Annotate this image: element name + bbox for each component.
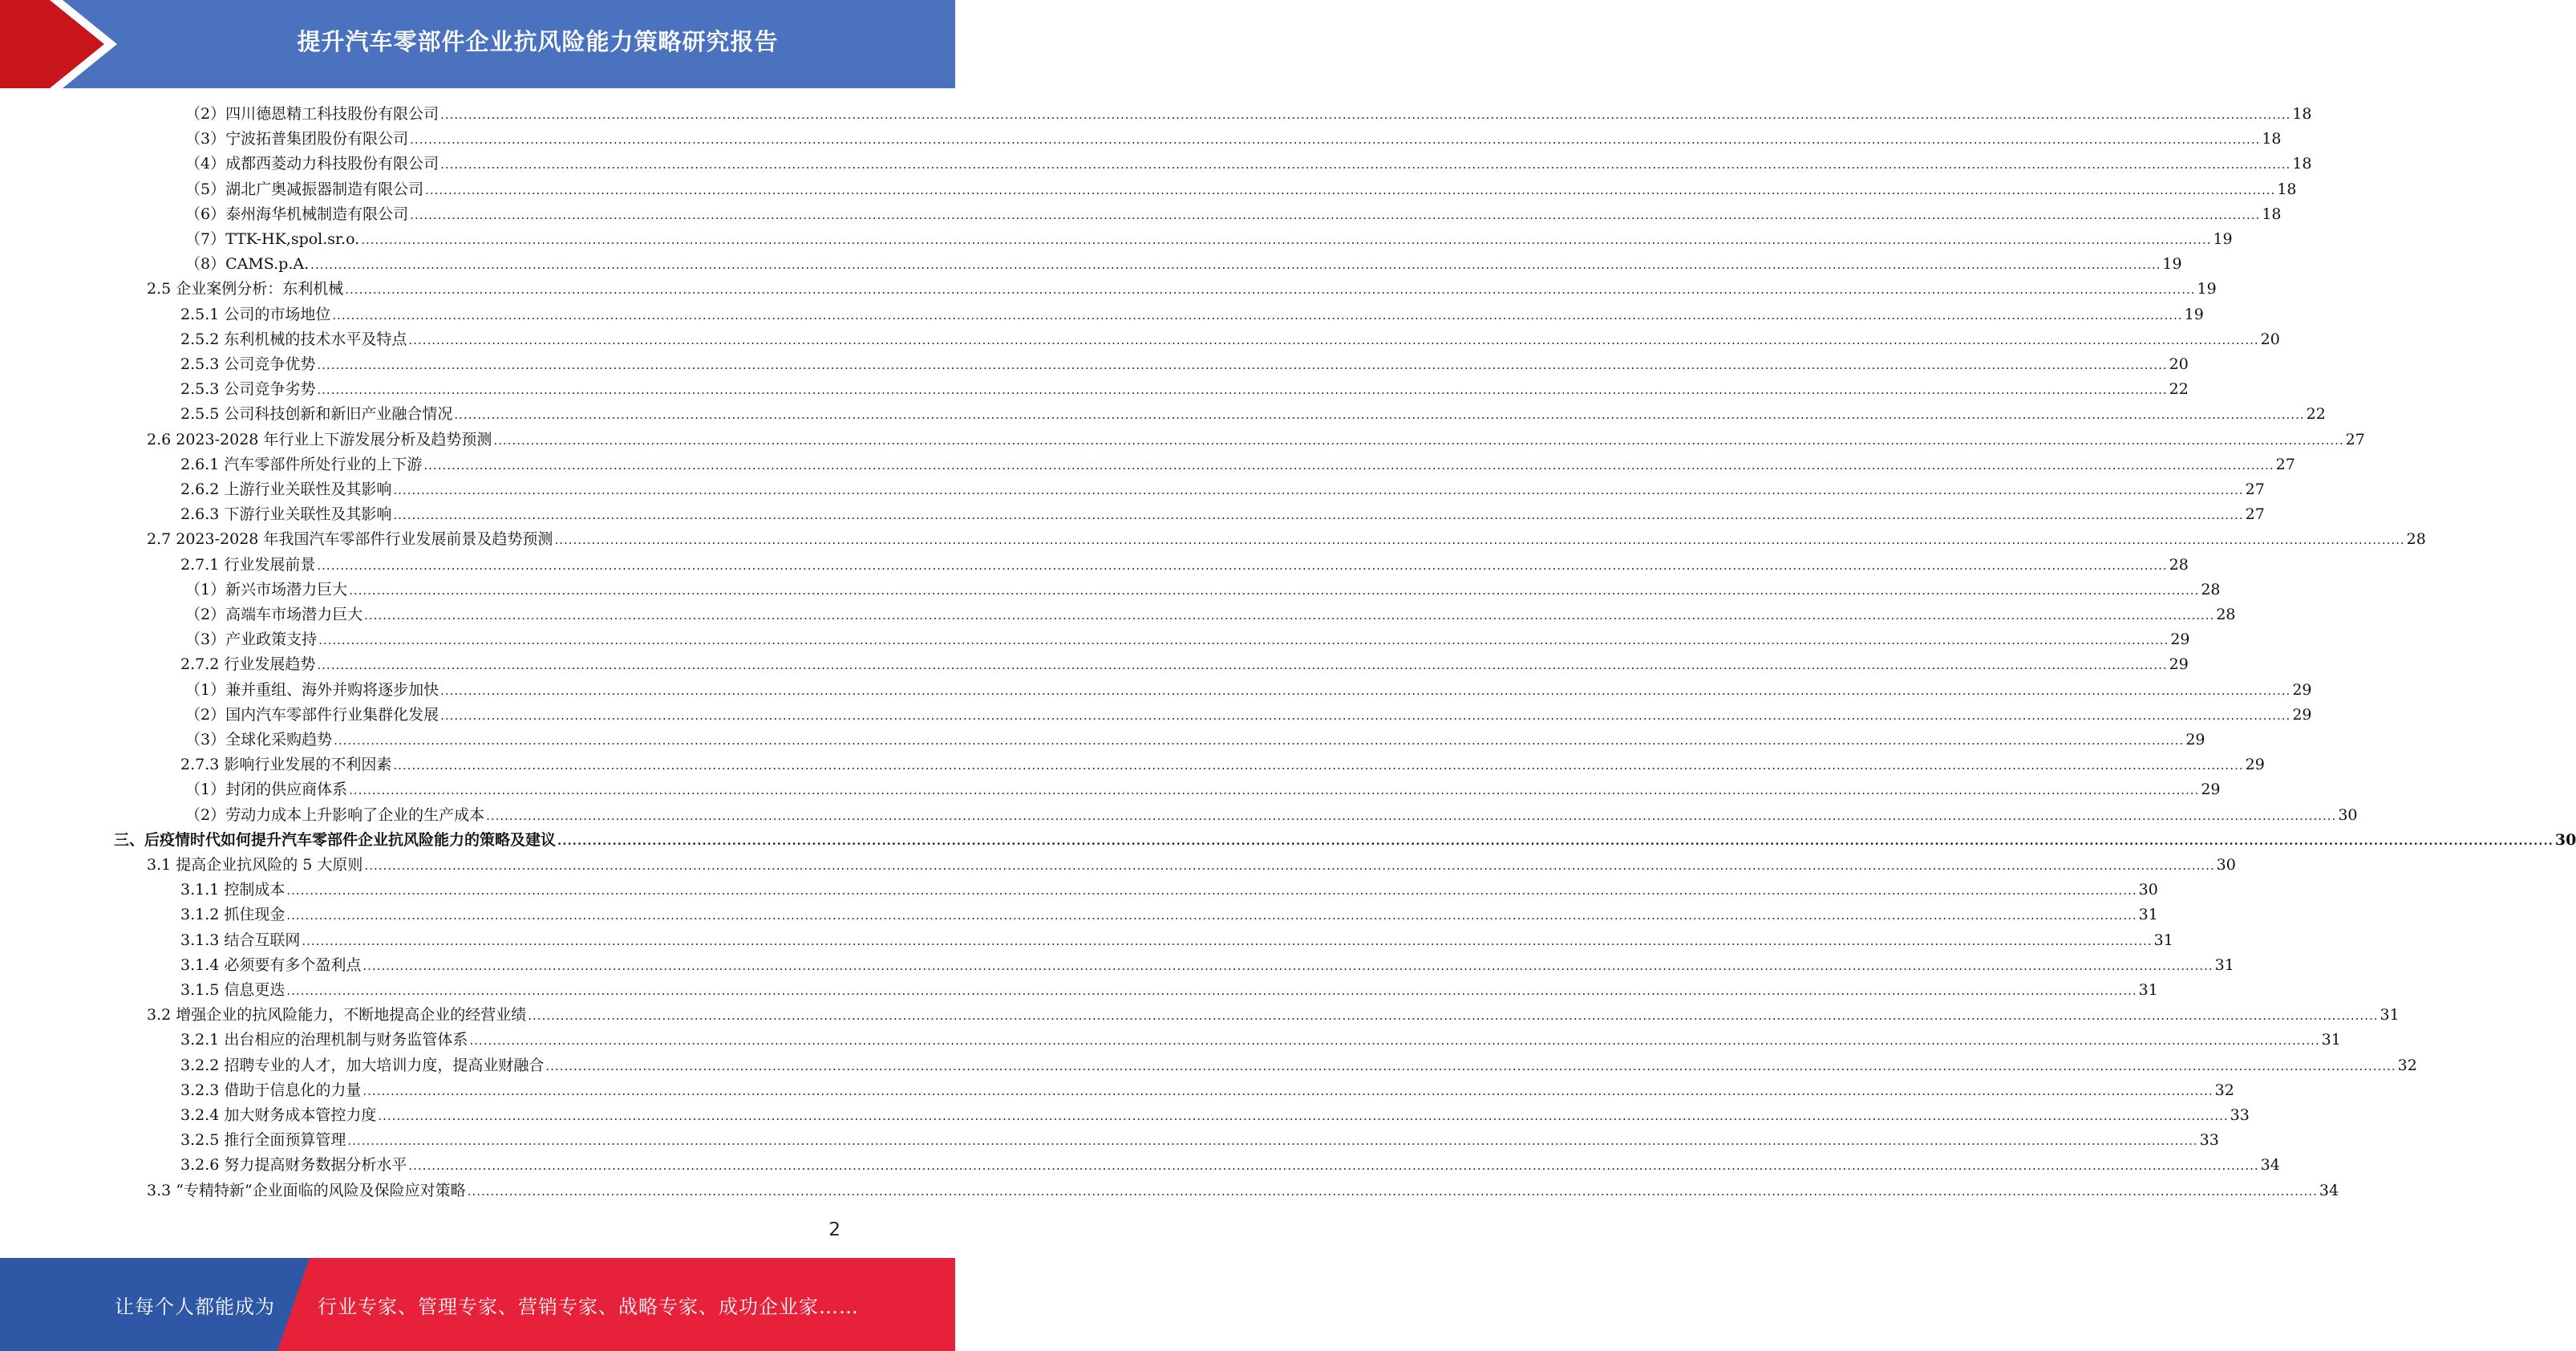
toc-entry[interactable] (180, 703, 2312, 728)
toc-entry-page: 31 (2138, 906, 2158, 924)
toc-entry[interactable] (180, 627, 2190, 652)
toc-entry[interactable] (180, 678, 2312, 703)
toc-entry-page: 31 (2380, 1006, 2400, 1024)
toc-entry-label: 3.2.2 招聘专业的人才，加大培训力度，提高业财融合 (180, 1056, 545, 1074)
toc-entry-label: 2.6.3 下游行业关联性及其影响 (180, 505, 392, 524)
toc-leader-dots: ................................................................................................................................................................................................................................................................................................................................................................................................................ (318, 633, 2169, 648)
toc-entry-page: 20 (2260, 330, 2280, 348)
toc-entry[interactable] (180, 127, 2282, 152)
toc-entry-page: 29 (2170, 631, 2190, 649)
toc-entry-label: （2）劳动力成本上升影响了企业的生产成本 (185, 805, 485, 824)
toc-entry-page: 30 (2216, 856, 2236, 874)
toc-entry-page: 34 (2319, 1181, 2339, 1199)
toc-entry-label: （1）新兴市场潜力巨大 (185, 580, 348, 598)
toc-entry[interactable] (180, 978, 2158, 1003)
toc-entry-label: （5）湖北广奥减振器制造有限公司 (185, 180, 424, 198)
toc-leader-dots: ................................................................................................................................................................................................................................................................................................................................................................................................................ (349, 783, 2200, 798)
toc-entry[interactable] (180, 1103, 2250, 1128)
toc-entry[interactable] (180, 102, 2312, 127)
page-number: 2 (828, 1219, 840, 1240)
toc-entry[interactable] (180, 302, 2204, 327)
toc-entry-page: 27 (2275, 455, 2295, 473)
toc-entry[interactable] (180, 1153, 2280, 1178)
toc-entry-label: （1）兼并重组、海外并购将逐步加快 (185, 680, 439, 699)
toc-entry-label: 3.2.3 借助于信息化的力量 (180, 1081, 362, 1099)
toc-leader-dots: ................................................................................................................................................................................................................................................................................................................................................................................................................ (440, 683, 2291, 698)
toc-entry[interactable] (180, 728, 2205, 753)
toc-leader-dots: ................................................................................................................................................................................................................................................................................................................................................................................................................ (440, 108, 2291, 122)
toc-entry-label: 2.5.5 公司科技创新和新旧产业融合情况 (180, 405, 453, 424)
toc-entry-label: 2.6 2023-2028 年行业上下游发展分析及趋势预测 (147, 430, 492, 448)
toc-entry-label: 3.1.5 信息更迭 (180, 981, 286, 999)
toc-leader-dots: ................................................................................................................................................................................................................................................................................................................................................................................................................ (493, 432, 2344, 448)
toc-entry-page: 28 (2201, 580, 2221, 598)
toc-entry[interactable] (147, 527, 2426, 552)
toc-entry[interactable] (180, 903, 2158, 927)
header-arrow-decoration (0, 0, 120, 88)
toc-entry[interactable] (180, 803, 2358, 828)
toc-leader-dots: ................................................................................................................................................................................................................................................................................................................................................................................................................ (410, 207, 2261, 222)
toc-entry-label: （3）产业政策支持 (185, 631, 318, 649)
toc-entry-label: （2）四川德恩精工科技股份有限公司 (185, 105, 439, 123)
toc-entry-label: 2.7.3 影响行业发展的不利因素 (180, 756, 392, 774)
toc-leader-dots: ................................................................................................................................................................................................................................................................................................................................................................................................................ (408, 332, 2259, 347)
toc-entry-page: 27 (2245, 481, 2265, 498)
toc-entry-label: （3）全球化采购趋势 (185, 731, 333, 749)
toc-entry-label: 2.6.1 汽车零部件所处行业的上下游 (180, 455, 423, 473)
toc-entry-page: 32 (2397, 1056, 2417, 1074)
toc-entry-label: （6）泰州海华机械制造有限公司 (185, 205, 409, 223)
toc-leader-dots: ................................................................................................................................................................................................................................................................................................................................................................................................................ (486, 808, 2337, 823)
toc-leader-dots: ................................................................................................................................................................................................................................................................................................................................................................................................................ (425, 182, 2276, 197)
toc-leader-dots: ................................................................................................................................................................................................................................................................................................................................................................................................................ (467, 1183, 2318, 1199)
toc-entry[interactable] (180, 878, 2158, 903)
toc-leader-dots: ................................................................................................................................................................................................................................................................................................................................................................................................................ (310, 258, 2161, 273)
toc-entry-page: 18 (2262, 130, 2282, 148)
toc-entry-label: 2.5.1 公司的市场地位 (180, 305, 331, 323)
toc-leader-dots: ................................................................................................................................................................................................................................................................................................................................................................................................................ (545, 1058, 2396, 1073)
toc-entry[interactable] (180, 352, 2189, 377)
toc-entry-label: （7）TTK-HK,spol.sr.o. (185, 230, 360, 248)
toc-leader-dots: ................................................................................................................................................................................................................................................................................................................................................................................................................ (393, 758, 2244, 773)
toc-leader-dots: ................................................................................................................................................................................................................................................................................................................................................................................................................ (347, 1134, 2198, 1149)
toc-entry[interactable] (147, 428, 2365, 452)
page-footer (0, 1258, 955, 1351)
toc-leader-dots: ................................................................................................................................................................................................................................................................................................................................................................................................................ (364, 608, 2215, 623)
toc-leader-dots: ................................................................................................................................................................................................................................................................................................................................................................................................................ (469, 1033, 2320, 1049)
toc-entry-label: 3.2.5 推行全面预算管理 (180, 1131, 346, 1150)
toc-entry-page: 30 (2338, 805, 2358, 824)
toc-entry-page: 29 (2185, 731, 2205, 749)
toc-entry-label: 三、后疫情时代如何提升汽车零部件企业抗风险能力的策略及建议 (114, 830, 557, 849)
toc-entry[interactable] (180, 553, 2189, 578)
toc-entry-page: 29 (2245, 756, 2265, 774)
toc-entry[interactable] (180, 1053, 2417, 1078)
toc-entry-page: 28 (2216, 606, 2236, 623)
toc-leader-dots: ................................................................................................................................................................................................................................................................................................................................................................................................................ (440, 157, 2291, 172)
toc-entry[interactable] (180, 753, 2265, 777)
toc-entry-label: 3.2.6 努力提高财务数据分析水平 (180, 1156, 407, 1175)
toc-entry-page: 19 (2184, 305, 2204, 323)
toc-entry-label: （2）高端车市场潜力巨大 (185, 606, 363, 623)
toc-leader-dots: ................................................................................................................................................................................................................................................................................................................................................................................................................ (528, 1008, 2379, 1024)
toc-entry-page: 32 (2214, 1081, 2234, 1099)
toc-leader-dots: ................................................................................................................................................................................................................................................................................................................................................................................................................ (317, 383, 2168, 398)
toc-entry-page: 29 (2292, 680, 2312, 699)
toc-entry[interactable] (180, 1078, 2234, 1103)
toc-entry-page: 28 (2406, 530, 2426, 549)
toc-entry-label: （1）封闭的供应商体系 (185, 781, 348, 799)
toc-leader-dots: ................................................................................................................................................................................................................................................................................................................................................................................................................ (408, 1158, 2259, 1174)
toc-entry-label: 2.7.1 行业发展前景 (180, 555, 316, 574)
toc-entry-page: 29 (2292, 705, 2312, 724)
toc-entry[interactable] (114, 828, 2576, 853)
toc-entry-label: 2.5.3 公司竞争优势 (180, 355, 316, 373)
toc-entry[interactable] (180, 652, 2189, 677)
toc-entry-label: 2.7 2023-2028 年我国汽车零部件行业发展前景及趋势预测 (147, 530, 553, 549)
toc-entry-page: 31 (2214, 955, 2234, 974)
toc-entry-label: 3.1 提高企业抗风险的 5 大原则 (147, 856, 363, 874)
toc-entry-label: 3.2.1 出台相应的治理机制与财务监管体系 (180, 1031, 468, 1049)
toc-entry[interactable] (180, 177, 2297, 202)
toc-leader-dots: ................................................................................................................................................................................................................................................................................................................................................................................................................ (317, 658, 2168, 673)
toc-entry-page: 19 (2197, 280, 2217, 298)
toc-entry-label: 3.2 增强企业的抗风险能力，不断地提高企业的经营业绩 (147, 1006, 527, 1024)
toc-entry[interactable] (180, 953, 2234, 978)
footer-slogan-left: 让每个人都能成为 (115, 1295, 275, 1318)
toc-entry[interactable] (180, 327, 2280, 352)
toc-entry-page: 19 (2162, 255, 2182, 274)
toc-entry-page: 18 (2292, 155, 2312, 173)
toc-entry-page: 18 (2262, 205, 2282, 223)
toc-entry-page: 31 (2153, 931, 2173, 949)
toc-leader-dots: ................................................................................................................................................................................................................................................................................................................................................................................................................ (302, 933, 2153, 948)
toc-leader-dots: ................................................................................................................................................................................................................................................................................................................................................................................................................ (317, 558, 2168, 573)
toc-leader-dots: ................................................................................................................................................................................................................................................................................................................................................................................................................ (557, 833, 2554, 848)
toc-leader-dots: ................................................................................................................................................................................................................................................................................................................................................................................................................ (363, 1083, 2213, 1098)
toc-entry-page: 27 (2345, 430, 2365, 448)
toc-entry-label: （4）成都西菱动力科技股份有限公司 (185, 155, 439, 173)
toc-entry-label: 3.2.4 加大财务成本管控力度 (180, 1106, 377, 1124)
toc-leader-dots: ................................................................................................................................................................................................................................................................................................................................................................................................................ (286, 883, 2137, 899)
toc-entry-label: 2.5 企业案例分析：东利机械 (147, 280, 344, 298)
toc-entry-label: 3.1.3 结合互联网 (180, 931, 301, 949)
toc-entry-page: 33 (2230, 1106, 2250, 1124)
toc-entry-page: 18 (2292, 105, 2312, 123)
toc-entry[interactable] (147, 1003, 2400, 1028)
toc-entry-page: 22 (2169, 380, 2189, 399)
toc-entry[interactable] (180, 252, 2182, 277)
toc-entry-label: （8）CAMS.p.A. (185, 255, 310, 274)
toc-leader-dots: ................................................................................................................................................................................................................................................................................................................................................................................................................ (440, 708, 2291, 723)
page-header (0, 0, 955, 88)
toc-entry[interactable] (180, 227, 2233, 252)
toc-entry-page: 31 (2138, 981, 2158, 999)
toc-entry-label: 2.5.2 东利机械的技术水平及特点 (180, 330, 407, 348)
toc-entry[interactable] (180, 1028, 2341, 1053)
footer-slogan-right: 行业专家、管理专家、营销专家、战略专家、成功企业家…… (318, 1295, 859, 1318)
toc-leader-dots: ................................................................................................................................................................................................................................................................................................................................................................................................................ (317, 358, 2168, 372)
toc-leader-dots: ................................................................................................................................................................................................................................................................................................................................................................................................................ (378, 1109, 2229, 1123)
toc-entry-page: 28 (2169, 555, 2189, 574)
toc-entry[interactable] (180, 152, 2312, 176)
toc-leader-dots: ................................................................................................................................................................................................................................................................................................................................................................................................................ (332, 307, 2183, 323)
toc-entry-page: 33 (2199, 1131, 2219, 1150)
toc-entry-label: 2.7.2 行业发展趋势 (180, 655, 316, 674)
toc-entry-page: 22 (2306, 405, 2326, 424)
toc-entry[interactable] (180, 402, 2326, 427)
toc-leader-dots: ................................................................................................................................................................................................................................................................................................................................................................................................................ (454, 408, 2305, 423)
toc-entry[interactable] (180, 602, 2236, 627)
toc-entry-page: 34 (2260, 1156, 2280, 1175)
toc-leader-dots: ................................................................................................................................................................................................................................................................................................................................................................................................................ (334, 733, 2185, 748)
toc-entry[interactable] (180, 928, 2173, 953)
toc-leader-dots: ................................................................................................................................................................................................................................................................................................................................................................................................................ (393, 508, 2244, 523)
toc-entry-page: 30 (2554, 830, 2576, 849)
toc-leader-dots: ................................................................................................................................................................................................................................................................................................................................................................................................................ (286, 908, 2137, 923)
toc-entry-page: 31 (2321, 1031, 2341, 1049)
toc-entry[interactable] (180, 477, 2265, 502)
toc-entry[interactable] (147, 277, 2217, 302)
toc-leader-dots: ................................................................................................................................................................................................................................................................................................................................................................................................................ (410, 132, 2261, 148)
toc-entry-label: 3.1.1 控制成本 (180, 881, 286, 899)
toc-leader-dots: ................................................................................................................................................................................................................................................................................................................................................................................................................ (393, 483, 2244, 497)
toc-entry-page: 20 (2169, 355, 2189, 373)
toc-entry[interactable] (180, 578, 2221, 602)
toc-entry-page: 18 (2277, 180, 2297, 198)
toc-entry[interactable] (180, 777, 2221, 802)
toc-entry-page: 30 (2138, 881, 2158, 899)
toc-leader-dots: ................................................................................................................................................................................................................................................................................................................................................................................................................ (423, 457, 2274, 473)
toc-leader-dots: ................................................................................................................................................................................................................................................................................................................................................................................................................ (364, 858, 2215, 873)
toc-entry[interactable] (180, 502, 2265, 527)
toc-entry-label: 3.1.4 必须要有多个盈利点 (180, 955, 362, 974)
toc-entry-label: 3.1.2 抓住现金 (180, 906, 286, 924)
toc-leader-dots: ................................................................................................................................................................................................................................................................................................................................................................................................................ (286, 984, 2137, 998)
toc-leader-dots: ................................................................................................................................................................................................................................................................................................................................................................................................................ (345, 282, 2196, 298)
toc-leader-dots: ................................................................................................................................................................................................................................................................................................................................................................................................................ (349, 582, 2200, 598)
toc-entry-label: （2）国内汽车零部件行业集群化发展 (185, 705, 439, 724)
toc-entry-page: 29 (2169, 655, 2189, 674)
toc-entry-page: 19 (2213, 230, 2233, 248)
toc-entry[interactable] (180, 1128, 2219, 1153)
toc-leader-dots: ................................................................................................................................................................................................................................................................................................................................................................................................................ (554, 533, 2405, 548)
toc-entry-page: 27 (2245, 505, 2265, 524)
report-title: 提升汽车零部件企业抗风险能力策略研究报告 (297, 27, 779, 55)
toc-entry[interactable] (147, 853, 2236, 878)
toc-leader-dots: ................................................................................................................................................................................................................................................................................................................................................................................................................ (361, 233, 2212, 247)
toc-entry[interactable] (180, 202, 2282, 227)
toc-entry-label: 2.5.3 公司竞争劣势 (180, 380, 316, 399)
toc-leader-dots: ................................................................................................................................................................................................................................................................................................................................................................................................................ (363, 958, 2213, 973)
toc-entry-label: 2.6.2 上游行业关联性及其影响 (180, 481, 392, 498)
toc-entry[interactable] (147, 1179, 2339, 1203)
toc-entry-page: 29 (2201, 781, 2221, 799)
toc-entry[interactable] (180, 377, 2189, 402)
toc-entry-label: 3.3 “专精特新”企业面临的风险及保险应对策略 (147, 1181, 466, 1199)
toc-entry-label: （3）宁波拓普集团股份有限公司 (185, 130, 409, 148)
toc-entry[interactable] (180, 452, 2295, 477)
